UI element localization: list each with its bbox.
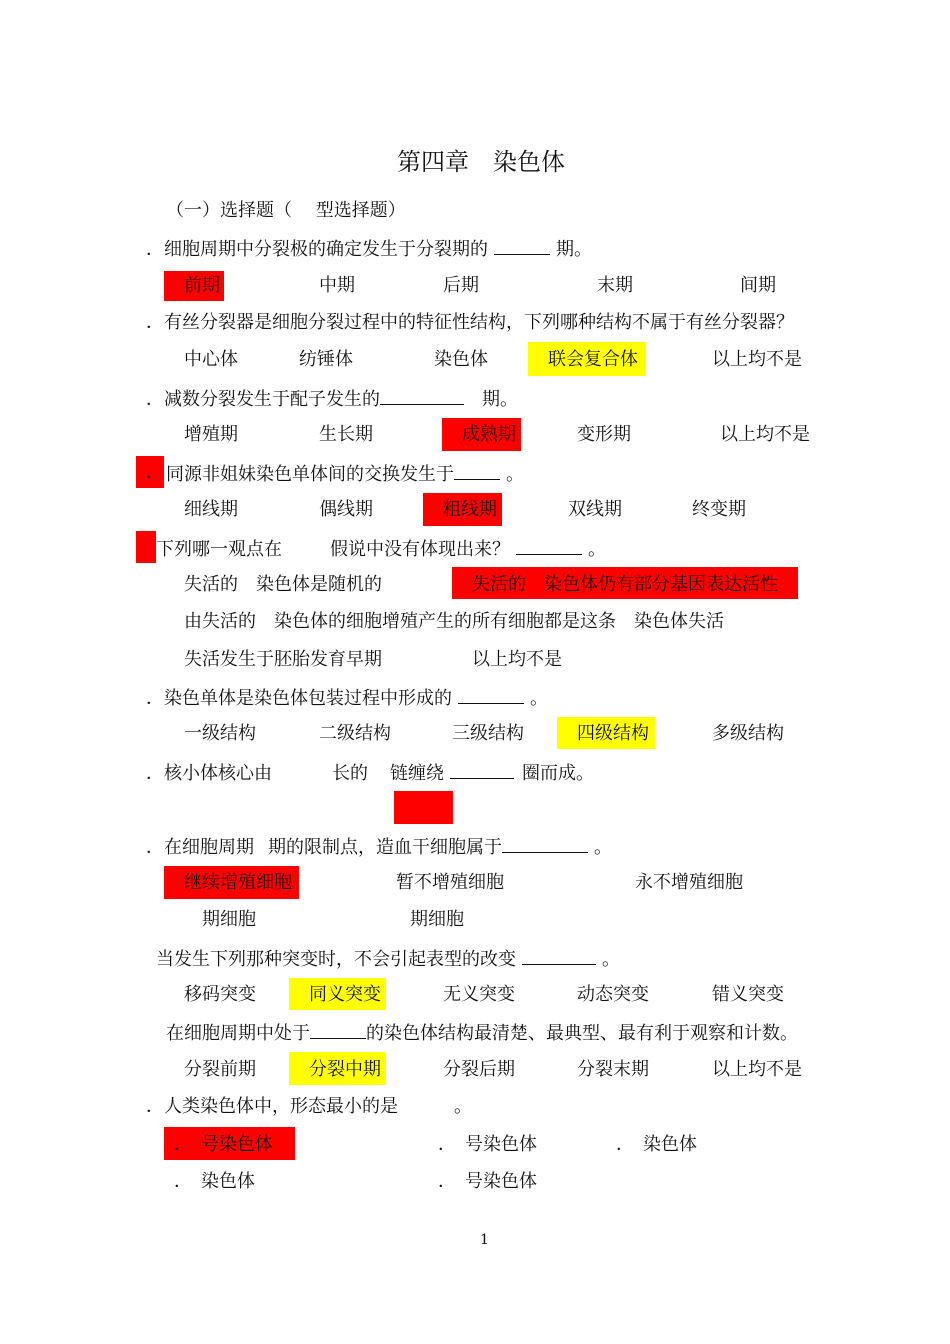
question-stem <box>156 946 620 972</box>
question-stem <box>146 685 548 711</box>
option: 三级结构 <box>452 723 524 744</box>
option: 失活的 染色体是随机的 <box>184 574 382 595</box>
option: 中心体 <box>184 349 238 370</box>
question-stem-text: 在细胞周期中处于 <box>166 1023 310 1044</box>
question-stem-text: 。 <box>530 688 548 709</box>
option: 双线期 <box>568 499 622 520</box>
option: 由失活的 染色体的细胞增殖产生的所有细胞都是这条 染色体失活 <box>184 611 724 632</box>
correct-answer-highlight <box>394 791 453 824</box>
question-stem <box>166 1020 798 1046</box>
question-stem-text: 的染色体结构最清楚、最典型、最有利于观察和计数。 <box>366 1023 798 1044</box>
question-stem <box>146 1095 472 1119</box>
question-stem: ．有丝分裂器是细胞分裂过程中的特征性结构，下列哪种结构不属于有丝分裂器？ <box>146 312 794 333</box>
option: 联会复合体 <box>548 349 638 370</box>
option: 偶线期 <box>319 499 373 520</box>
answer-blank <box>380 386 464 405</box>
question-stem-text: 假说中没有体现出来？ <box>330 539 510 560</box>
option: 失活发生于胚胎发育早期 <box>184 649 382 670</box>
question-stem-text: 当发生下列那种突变时，不会引起表型的改变 <box>156 949 516 970</box>
option: 分裂前期 <box>184 1059 256 1080</box>
option: 错义突变 <box>712 984 784 1005</box>
question-stem <box>156 536 606 562</box>
option: 期细胞 <box>410 909 464 930</box>
answer-blank <box>502 834 588 853</box>
option: 动态突变 <box>577 984 649 1005</box>
option: 永不增殖细胞 <box>635 872 743 893</box>
question-stem-text: 。 <box>594 837 612 858</box>
question-stem-text: ．减数分裂发生于配子发生的 <box>146 389 380 410</box>
question-stem-text: ．染色单体是染色体包装过程中形成的 <box>146 688 452 709</box>
answer-blank <box>522 946 596 965</box>
question-stem-text: 。 <box>506 464 524 485</box>
question-stem <box>146 236 592 262</box>
option: 失活的 染色体仍有部分基因表达活性 <box>472 574 778 595</box>
option: 移码突变 <box>184 984 256 1005</box>
section-heading: （一）选择题（ 型选择题） <box>166 200 406 221</box>
option: 前期 <box>184 275 220 296</box>
option: ． 号染色体 <box>438 1171 537 1192</box>
question-stem-text: ．人类染色体中，形态最小的是 <box>146 1096 398 1117</box>
question-stem-text: 链缠绕 <box>390 763 444 784</box>
option: 分裂末期 <box>577 1059 649 1080</box>
answer-blank <box>458 685 524 704</box>
question-number: ． <box>146 462 164 483</box>
answer-blank <box>516 536 582 555</box>
question-number-highlight <box>136 531 156 563</box>
option: ． 号染色体 <box>438 1134 537 1155</box>
option: 暂不增殖细胞 <box>396 872 504 893</box>
option: 以上均不是 <box>712 1059 802 1080</box>
question-stem-text: 期。 <box>482 389 518 410</box>
question-stem <box>146 760 594 786</box>
option: 同义突变 <box>309 984 381 1005</box>
option: 分裂中期 <box>309 1059 381 1080</box>
question-stem-text: 。 <box>454 1096 472 1117</box>
option: 增殖期 <box>184 424 238 445</box>
option: ． 号染色体 <box>174 1134 273 1155</box>
option: 成熟期 <box>462 424 516 445</box>
option: 中期 <box>319 275 355 296</box>
question-stem-text: ．核小体核心由 <box>146 763 272 784</box>
question-stem-text: 。 <box>588 539 606 560</box>
option: 四级结构 <box>577 723 649 744</box>
option: 染色体 <box>434 349 488 370</box>
page-title: 第四章 染色体 <box>397 148 565 176</box>
option: 以上均不是 <box>720 424 810 445</box>
question-stem <box>146 386 518 412</box>
option: 二级结构 <box>319 723 391 744</box>
option: 纺锤体 <box>299 349 353 370</box>
option: 终变期 <box>692 499 746 520</box>
option: 变形期 <box>577 424 631 445</box>
answer-blank <box>454 461 500 480</box>
option: 粗线期 <box>443 499 497 520</box>
option: 一级结构 <box>184 723 256 744</box>
answer-blank <box>494 236 550 255</box>
answer-blank <box>450 760 514 779</box>
question-stem <box>166 461 524 487</box>
question-stem-text: 。 <box>602 949 620 970</box>
option: 以上均不是 <box>712 349 802 370</box>
option: 分裂后期 <box>443 1059 515 1080</box>
option: ． 染色体 <box>616 1134 697 1155</box>
page-number: 1 <box>480 1232 489 1248</box>
option: ． 染色体 <box>174 1171 255 1192</box>
option: 后期 <box>443 275 479 296</box>
question-stem-text: ．在细胞周期 <box>146 837 254 858</box>
question-stem-text: 期。 <box>556 239 592 260</box>
option: 继续增殖细胞 <box>184 872 292 893</box>
option: 间期 <box>740 275 776 296</box>
option: 多级结构 <box>712 723 784 744</box>
question-stem-text: 期的限制点，造血干细胞属于 <box>268 837 502 858</box>
option: 生长期 <box>319 424 373 445</box>
question-stem-text: ．细胞周期中分裂极的确定发生于分裂期的 <box>146 239 488 260</box>
option: 无义突变 <box>443 984 515 1005</box>
option: 以上均不是 <box>472 649 562 670</box>
option: 细线期 <box>184 499 238 520</box>
question-stem <box>146 834 612 860</box>
question-stem-text: 同源非姐妹染色单体间的交换发生于 <box>166 464 454 485</box>
question-stem-text: 圈而成。 <box>522 763 594 784</box>
option: 期细胞 <box>202 909 256 930</box>
answer-blank <box>310 1020 366 1039</box>
option: 末期 <box>597 275 633 296</box>
question-stem-text: 长的 <box>332 763 368 784</box>
question-stem-text: 下列哪一观点在 <box>156 539 282 560</box>
